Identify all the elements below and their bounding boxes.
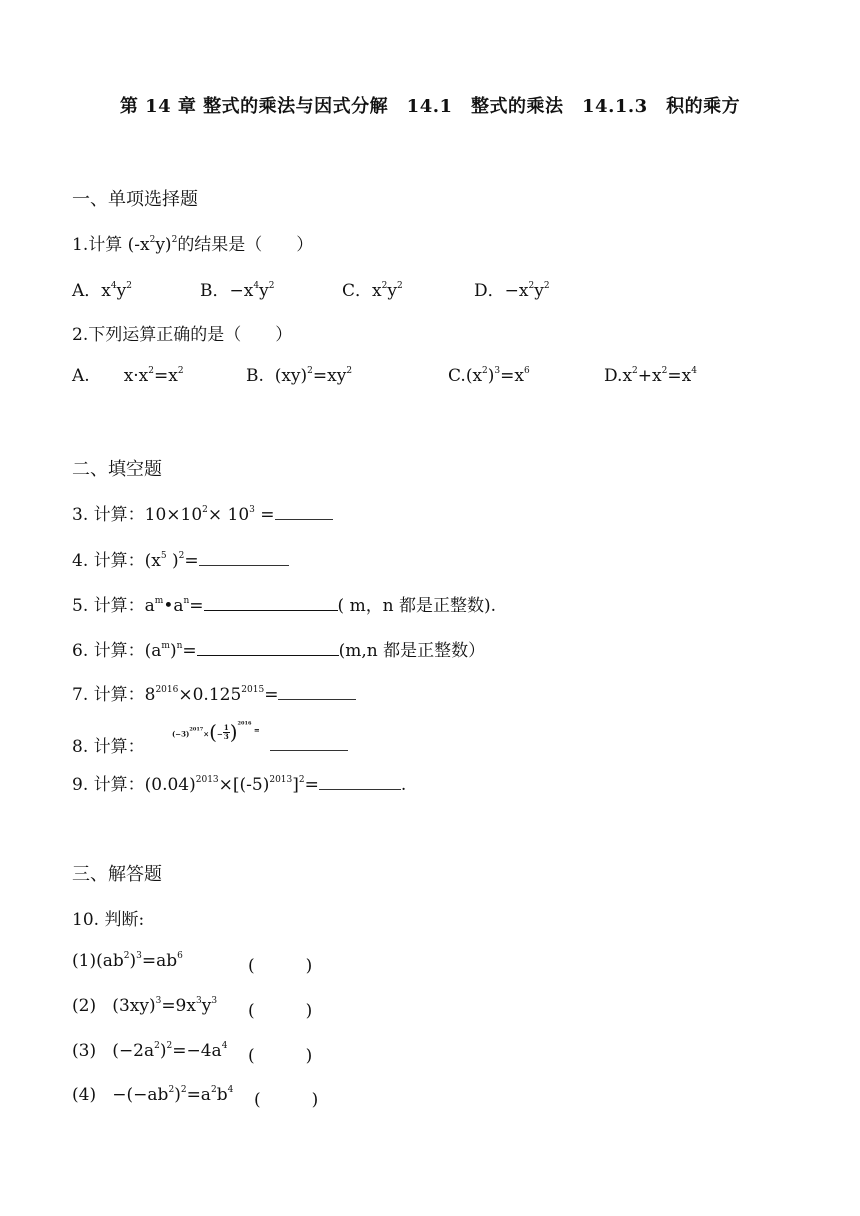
question-3: 3. 计算：$10\times 10^2\times 10^3$ = <box>72 500 333 525</box>
q1-option-a: A．$x^4y^2$ <box>72 281 132 301</box>
q8-expression: $(-3)^{2017}\times(-$ $\frac{1}{3}$ )$^{2016}$ = <box>172 720 260 744</box>
question-10-label: 10. 判断: <box>72 910 145 930</box>
q1-expression: $(-x^2y)^2$ <box>127 235 178 255</box>
q5-answer-blank[interactable] <box>204 596 338 611</box>
q1-option-d: D．$-x^2y^2$ <box>474 281 550 301</box>
q2-option-b: B. $(xy)^2=xy^2$ <box>246 366 353 386</box>
question-4: 4. 计算：($x^5$ )$^2$= <box>72 546 289 571</box>
q10-item-3-paren[interactable]: ( ) <box>248 1046 313 1066</box>
q10-item-2-paren[interactable]: ( ) <box>248 1001 313 1021</box>
q10-item-1: $(1)(ab^2)^3=ab^6$ <box>72 951 183 971</box>
q1-option-b: B．$-x^4y^2$ <box>200 281 275 301</box>
question-2: 2.下列运算正确的是（ ） <box>72 325 293 345</box>
q10-item-2: (2) $(3xy)^3=9x^3y^3$ <box>72 996 218 1016</box>
section-heading-answer: 三、解答题 <box>72 864 162 885</box>
question-7: 7. 计算：$8^{2016}\times 0.125^{2015}=$ <box>72 680 356 705</box>
q1-option-c: C．$x^2y^2$ <box>342 281 403 301</box>
q10-item-4-paren[interactable]: ( ) <box>254 1090 319 1110</box>
q1-suffix: 的结果是（ ） <box>177 235 314 255</box>
q9-answer-blank[interactable] <box>319 775 401 790</box>
page-title: 第 14 章 整式的乘法与因式分解 14.1 整式的乘法 14.1.3 积的乘方 <box>119 96 741 117</box>
q7-answer-blank[interactable] <box>278 685 356 700</box>
q4-answer-blank[interactable] <box>199 551 289 566</box>
question-9: 9. 计算：$(0.04)^{2013}\times[(-5)^{2013}]^2=$ . <box>72 775 407 795</box>
question-8-label: 8. 计算： <box>72 737 145 757</box>
q2-option-c: $C.(x^2)^3=x^6$ <box>448 366 530 386</box>
q10-item-4: $(4) -(-ab^2)^2=a^2b^4$ <box>72 1085 234 1105</box>
section-heading-fill-blank: 二、填空题 <box>72 459 162 480</box>
q3-answer-blank[interactable] <box>275 505 333 520</box>
q10-item-1-paren[interactable]: ( ) <box>248 956 313 976</box>
question-1 <box>72 230 313 255</box>
question-6: 6. 计算：$(a^m)^n= (m,n$ 都是正整数） <box>72 641 486 661</box>
question-5: 5. 计算：$a^m•a^n=$ ( m，n 都是正整数). <box>72 596 497 616</box>
q8-answer-blank[interactable] <box>270 736 348 751</box>
section-heading-single-choice: 一、单项选择题 <box>72 189 198 210</box>
q2-option-a: A. $x\cdot x^2=x^2$ <box>72 366 184 386</box>
q10-item-3: (3) $(-2a^2)^2=-4a^4$ <box>72 1041 228 1061</box>
q2-option-d: $D.x^2+x^2=x^4$ <box>604 366 697 386</box>
q6-answer-blank[interactable] <box>197 641 339 656</box>
q1-prefix: 1.计算 <box>72 235 128 255</box>
